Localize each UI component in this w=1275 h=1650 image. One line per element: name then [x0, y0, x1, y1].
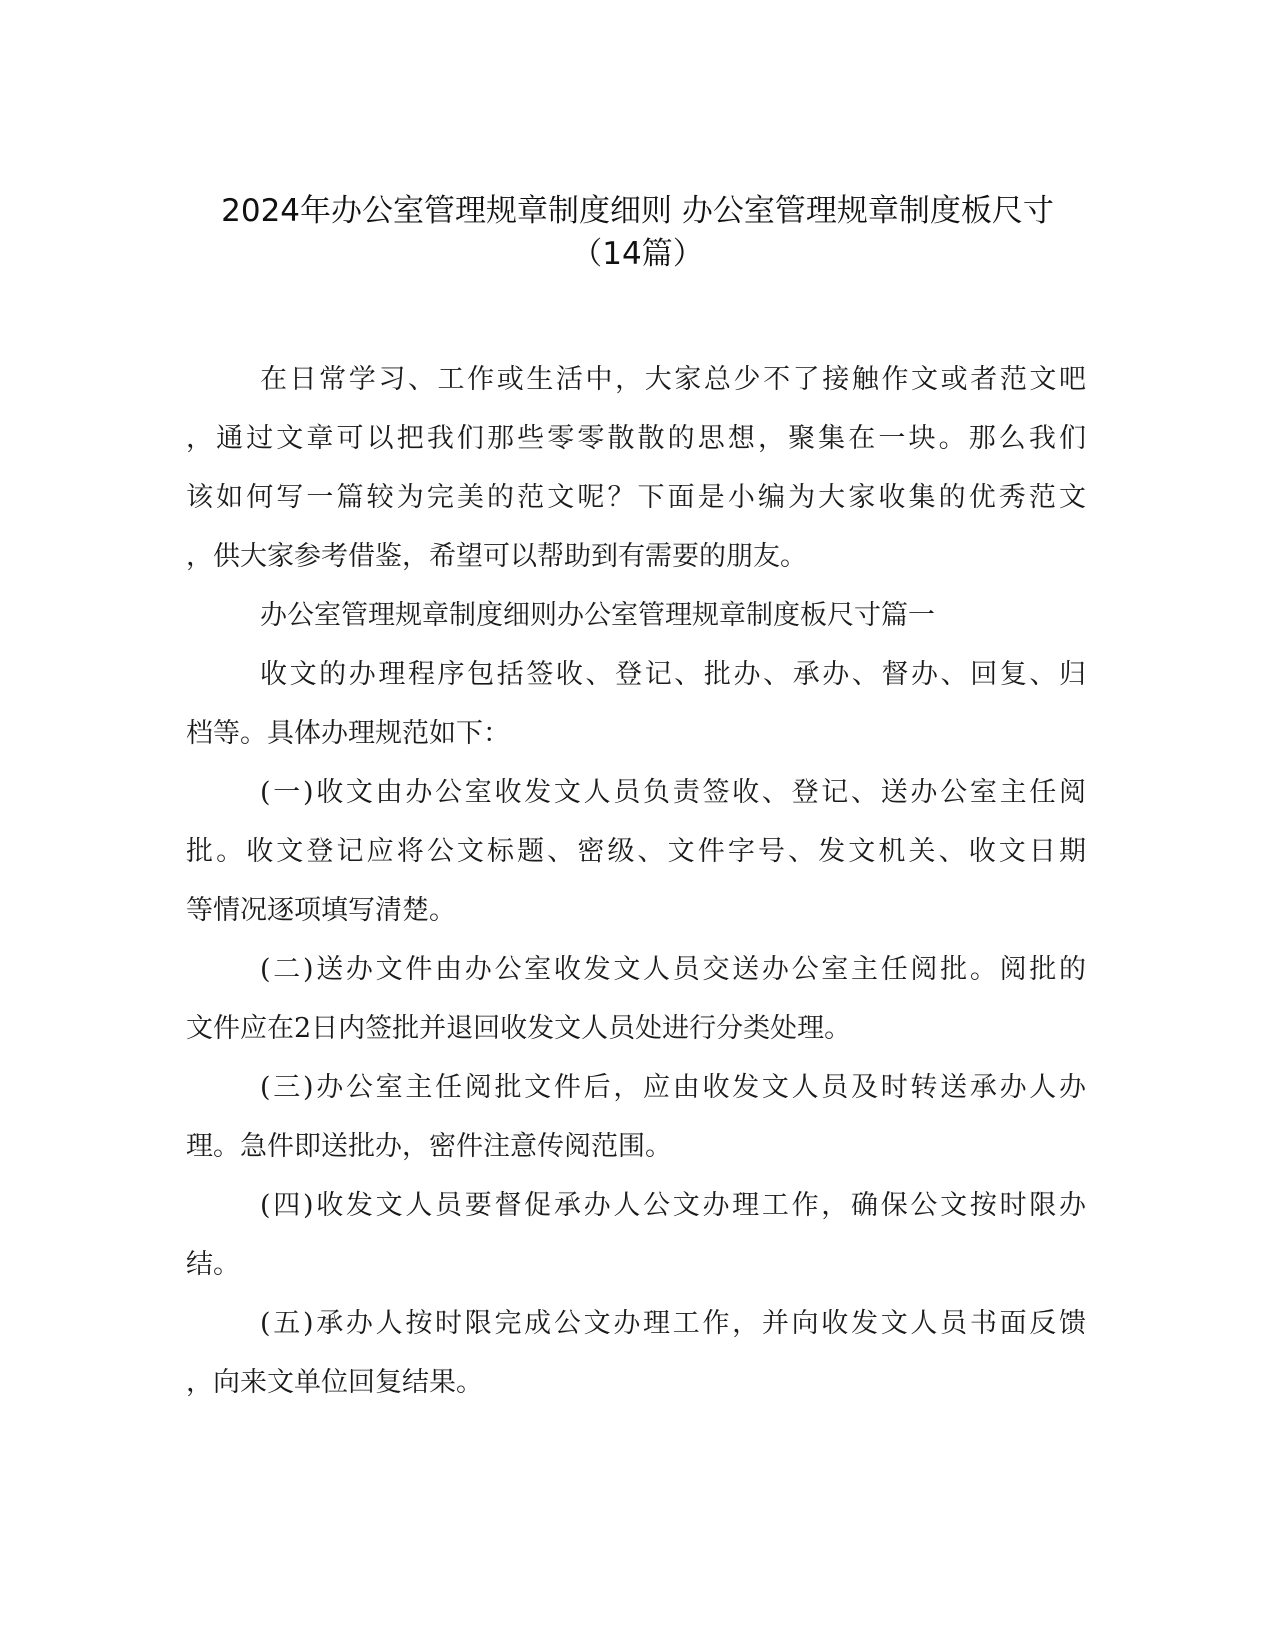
list-item-line: (五)承办人按时限完成公文办理工作，并向收发文人员书面反馈 [260, 1308, 1086, 1339]
list-item-line: (四)收发文人员要督促承办人公文办理工作，确保公文按时限办 [260, 1190, 1086, 1221]
list-item-line: 结。 [186, 1249, 240, 1280]
paragraph-line: 在日常学习、工作或生活中，大家总少不了接触作文或者范文吧 [260, 364, 1086, 395]
paragraph-line: 该如何写一篇较为完美的范文呢？下面是小编为大家收集的优秀范文 [186, 482, 1086, 513]
paragraph-line: 收文的办理程序包括签收、登记、批办、承办、督办、回复、归 [260, 659, 1086, 690]
document-title-count: （14篇） [571, 236, 704, 272]
section-heading: 办公室管理规章制度细则办公室管理规章制度板尺寸篇一 [260, 600, 935, 631]
list-item-line: (三)办公室主任阅批文件后，应由收发文人员及时转送承办人办 [260, 1072, 1086, 1103]
list-item-line: (一)收文由办公室收发文人员负责签收、登记、送办公室主任阅 [260, 777, 1086, 808]
list-item-line: 理。急件即送批办，密件注意传阅范围。 [186, 1131, 672, 1162]
paragraph-line: 档等。具体办理规范如下： [186, 718, 510, 749]
list-item-line: 文件应在2日内签批并退回收发文人员处进行分类处理。 [186, 1013, 852, 1044]
list-item-line: (二)送办文件由办公室收发文人员交送办公室主任阅批。阅批的 [260, 954, 1086, 985]
document-title: 2024年办公室管理规章制度细则 办公室管理规章制度板尺寸 [221, 193, 1054, 229]
paragraph-line: ，供大家参考借鉴，希望可以帮助到有需要的朋友。 [186, 541, 807, 572]
paragraph-line: ，通过文章可以把我们那些零零散散的思想，聚集在一块。那么我们 [186, 423, 1086, 454]
list-item-line: ，向来文单位回复结果。 [186, 1367, 483, 1398]
list-item-line: 批。收文登记应将公文标题、密级、文件字号、发文机关、收文日期 [186, 836, 1086, 867]
list-item-line: 等情况逐项填写清楚。 [186, 895, 456, 926]
